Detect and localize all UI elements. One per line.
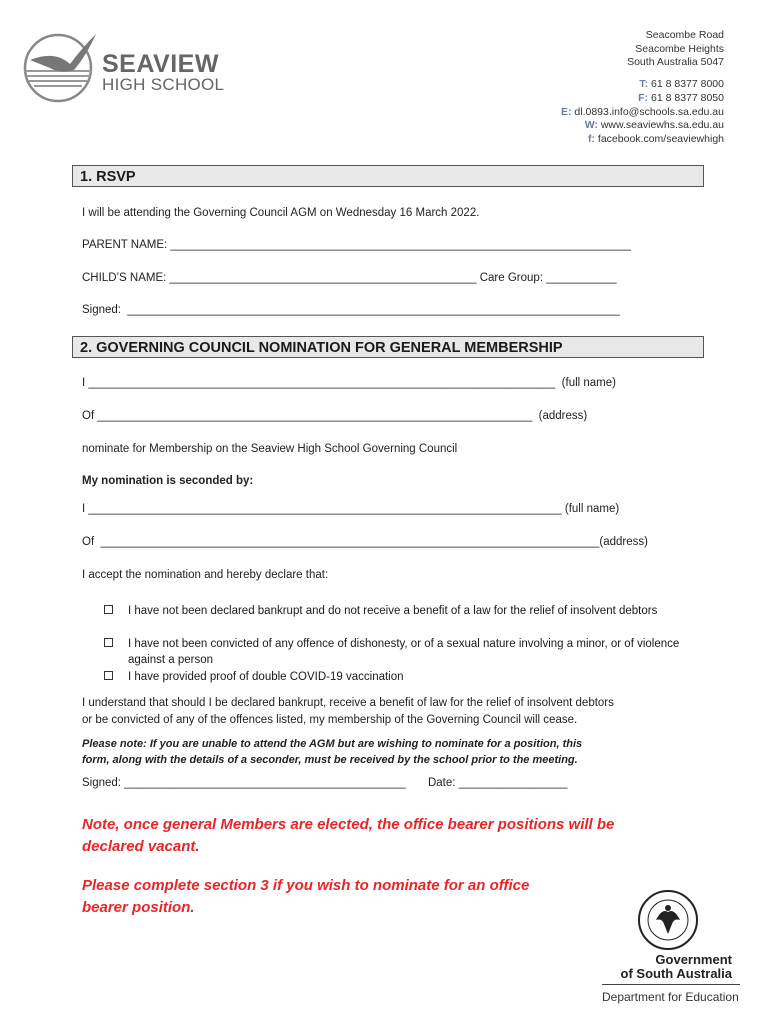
- attending-statement: I will be attending the Governing Council AGM on Wednesday 16 March 2022.: [82, 207, 480, 219]
- declaration-text: I have provided proof of double COVID-19 vaccination: [128, 671, 404, 683]
- contact-value: www.seaviewhs.sa.edu.au: [600, 119, 724, 132]
- contact-label: E:: [560, 105, 572, 118]
- seconder-name-field[interactable]: I __________________________________________________________________________ (full name): [82, 503, 620, 515]
- contact-web: [561, 119, 724, 133]
- seagull-logo-icon: [20, 30, 100, 105]
- section-3-notice: Please complete section 3 if you wish to nominate for an office bearer position.: [82, 877, 530, 916]
- section-1-heading: 1. RSVP: [72, 165, 704, 187]
- contact-block: [561, 29, 724, 147]
- nominate-statement: nominate for Membership on the Seaview High School Governing Council: [82, 443, 458, 455]
- checkbox[interactable]: [104, 638, 113, 647]
- nominee-address-field[interactable]: Of ____________________________________________________________________ (address): [82, 410, 588, 422]
- parent-name-field[interactable]: PARENT NAME: ________________________________________________________________________: [82, 239, 631, 251]
- state-seal-icon: [628, 888, 708, 952]
- vacant-notice: Note, once general Members are elected, the office bearer positions will be declared vacant.: [82, 816, 615, 855]
- please-note-line: form, along with the details of a seconder, must be received by the school prior to the meeting.: [82, 754, 578, 766]
- government-logo: [600, 888, 745, 1008]
- contact-facebook: [561, 133, 724, 147]
- contact-label: f:: [588, 132, 595, 145]
- understand-text-line: I understand that should I be declared bankrupt, receive a benefit of law for the relief of insolvent debtors: [82, 697, 614, 709]
- checkbox[interactable]: [104, 605, 113, 614]
- signed-date-field[interactable]: Signed: ____________________________________________ Date: _________________: [82, 777, 568, 789]
- declaration-text: I have not been declared bankrupt and do not receive a benefit of a law for the relief of insolvent debtors: [128, 605, 658, 617]
- contact-label: W:: [584, 119, 598, 132]
- nominee-name-field[interactable]: I _________________________________________________________________________ (full name): [82, 377, 616, 389]
- child-name-field[interactable]: CHILD’S NAME: ________________________________________________ Care Group: ___________: [82, 272, 617, 284]
- address-line: Seacombe Heights: [635, 42, 724, 55]
- divider: [602, 984, 740, 985]
- contact-value: dl.0893.info@schools.sa.edu.au: [574, 105, 724, 118]
- department-name: Department for Education: [602, 990, 739, 1004]
- contact-phone: [561, 78, 724, 92]
- gov-line: Government: [655, 952, 732, 967]
- school-logo: [20, 30, 250, 105]
- declaration-text: I have not been convicted of any offence of dishonesty, or of a sexual nature involving a minor, or of violence against a person: [128, 638, 680, 666]
- understand-text-line: or be convicted of any of the offences listed, my membership of the Governing Council will cease.: [82, 714, 578, 726]
- contact-email: [561, 106, 724, 120]
- section-2-heading: 2. GOVERNING COUNCIL NOMINATION FOR GENERAL MEMBERSHIP: [72, 336, 704, 358]
- contact-value: 61 8 8377 8050: [651, 91, 724, 104]
- logo-subtitle: HIGH SCHOOL: [102, 75, 225, 94]
- contact-value: 61 8 8377 8000: [651, 78, 724, 91]
- contact-label: F:: [638, 91, 649, 104]
- accept-statement: I accept the nomination and hereby declare that:: [82, 569, 329, 581]
- signed-field[interactable]: Signed: _____________________________________________________________________________: [82, 304, 620, 316]
- address-line: Seacombe Road: [645, 29, 724, 41]
- logo-name: SEAVIEW: [102, 50, 219, 78]
- address-line: South Australia 5047: [627, 56, 724, 69]
- please-note-line: Please note: If you are unable to attend the AGM but are wishing to nominate for a position, this: [82, 738, 583, 750]
- contact-value: facebook.com/seaviewhigh: [597, 132, 724, 145]
- contact-label: T:: [639, 78, 649, 91]
- seconder-address-field[interactable]: Of ______________________________________________________________________________(address): [82, 536, 648, 548]
- gov-name: [600, 953, 732, 981]
- seconded-heading: My nomination is seconded by:: [82, 475, 254, 487]
- contact-fax: [561, 92, 724, 106]
- gov-line: of South Australia: [620, 966, 732, 981]
- checkbox[interactable]: [104, 671, 113, 680]
